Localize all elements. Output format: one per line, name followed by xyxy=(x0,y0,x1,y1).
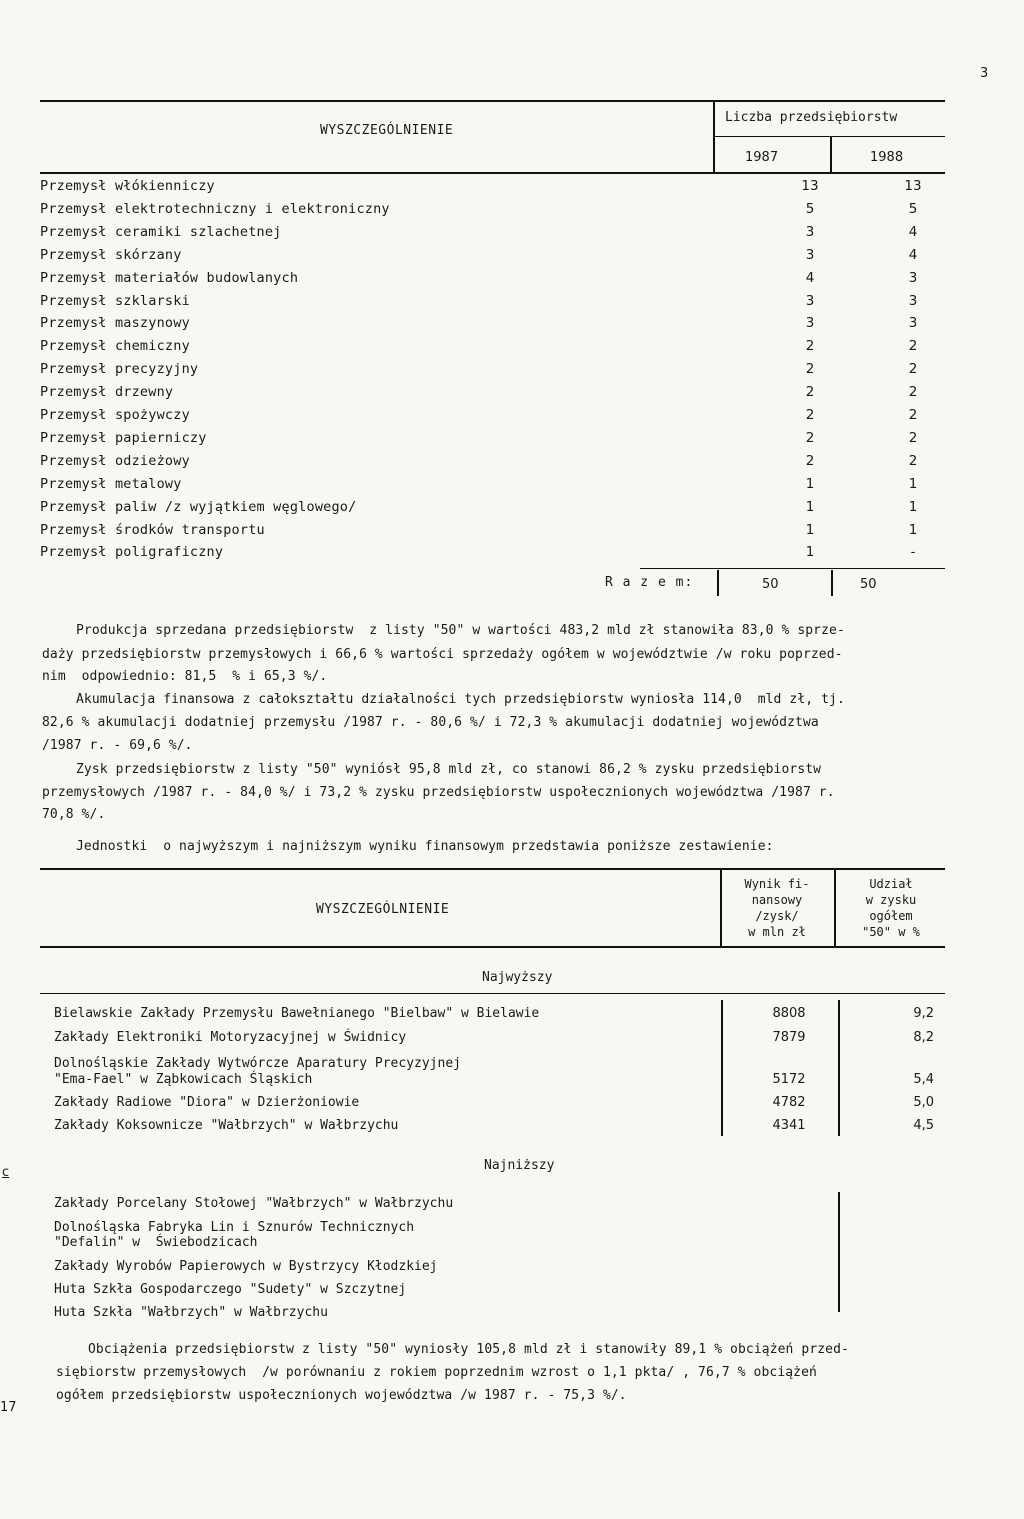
row-label: Przemysł precyzyjny xyxy=(40,361,199,378)
table2-col1-header-l2: nansowy xyxy=(751,893,803,907)
company-name-line: "Defalin" w Świebodzicach xyxy=(54,1235,258,1250)
value-1987: 2 xyxy=(805,429,815,446)
row-label: Przemysł chemiczny xyxy=(40,338,190,355)
table1-year-divider xyxy=(830,137,832,172)
table-row xyxy=(40,361,918,384)
value-1987: 3 xyxy=(805,292,815,309)
table2-col2-header xyxy=(836,876,946,940)
table-row xyxy=(54,1118,954,1140)
row-label: Przemysł elektrotechniczny i elektroniczny xyxy=(40,200,390,217)
table2-section-rule xyxy=(40,993,945,994)
table2-top-rule xyxy=(40,868,945,870)
paragraph-profit-l3: 70,8 %/. xyxy=(42,807,106,822)
financial-result: 5172 xyxy=(772,1072,806,1087)
company-name xyxy=(54,1118,398,1134)
table2-col1-header-l1: Wynik fi- xyxy=(744,877,810,891)
table-row xyxy=(40,544,916,567)
company-name xyxy=(54,1056,461,1088)
value-1987: 1 xyxy=(805,521,815,538)
value-1987: 13 xyxy=(801,178,819,194)
company-name xyxy=(54,1006,539,1022)
value-1987: 1 xyxy=(805,544,815,561)
row-label: Przemysł skórzany xyxy=(40,246,182,263)
table2-lowest-divider xyxy=(838,1192,840,1312)
company-name-line: "Ema-Fael" w Ząbkowicach Śląskich xyxy=(54,1072,313,1087)
table-row xyxy=(40,429,918,453)
paragraph-units-intro: Jednostki o najwyższym i najniższym wyniku finansowym przedstawia poniższe zestawienie: xyxy=(76,839,774,854)
profit-share: 5,0 xyxy=(913,1095,934,1110)
value-1988: 1 xyxy=(908,475,918,492)
value-1988: 2 xyxy=(908,452,918,469)
paragraph-burdens-l1: Obciążenia przedsiębiorstw z listy "50" wyniosły 105,8 mld zł i stanowiły 89,1 % obciążeń przed- xyxy=(88,1342,849,1357)
company-name-line: Dolnośląskie Zakłady Wytwórcze Aparatury Precyzyjnej xyxy=(54,1056,461,1071)
table-row xyxy=(54,1095,954,1117)
row-label: Przemysł paliw /z wyjątkiem węglowego/ xyxy=(40,498,357,515)
value-1988: 2 xyxy=(908,429,918,446)
company-name xyxy=(54,1095,359,1111)
row-label: Przemysł poligraficzny xyxy=(40,544,224,561)
table1-header-label: WYSZCZEGÓLNIENIE xyxy=(320,123,454,138)
value-1987: 3 xyxy=(805,246,815,263)
value-1987: 5 xyxy=(805,200,815,217)
page-number: 3 xyxy=(980,66,989,81)
value-1987: 1 xyxy=(805,475,815,492)
table2-col2-header-l3: ogółem xyxy=(869,909,913,923)
table2-lowest-label: Najniższy xyxy=(484,1158,555,1173)
value-1988: 13 xyxy=(904,178,922,194)
paragraph-production-l1: Produkcja sprzedana przedsiębiorstw z listy "50" w wartości 483,2 mld zł stanowiła 83,0 % sprze- xyxy=(76,623,845,638)
table-row xyxy=(40,452,918,476)
table-row xyxy=(54,1056,954,1087)
margin-mark-17: 17 xyxy=(0,1400,17,1415)
row-label: Przemysł środków transportu xyxy=(40,521,265,538)
table2-col2-header-l4: "50" w % xyxy=(862,925,920,939)
profit-share: 8,2 xyxy=(913,1030,934,1045)
value-1987: 3 xyxy=(805,223,815,240)
paragraph-burdens-l3: ogółem przedsiębiorstw uspołecznionych województwa /w 1987 r. - 75,3 %/. xyxy=(56,1388,627,1403)
list-item xyxy=(54,1196,453,1211)
value-1988: 2 xyxy=(908,361,918,378)
paragraph-accumulation-l1: Akumulacja finansowa z całokształtu działalności tych przedsiębiorstw wyniosła 114,0 mld zł, tj. xyxy=(76,692,845,707)
table-row xyxy=(40,178,922,201)
table-row xyxy=(40,200,918,224)
financial-result: 4341 xyxy=(772,1118,806,1133)
table-row xyxy=(40,498,918,522)
company-name-line: Zakłady Porcelany Stołowej "Wałbrzych" w Wałbrzychu xyxy=(54,1196,454,1211)
list-item xyxy=(54,1305,328,1320)
paragraph-profit-l2: przemysłowych /1987 r. - 84,0 %/ i 73,2 % zysku przedsiębiorstw uspołecznionych województwa /1987 r. xyxy=(42,785,835,800)
company-name xyxy=(54,1030,406,1046)
profit-share: 5,4 xyxy=(913,1072,934,1087)
table-row xyxy=(40,475,918,499)
value-1987: 2 xyxy=(805,384,815,401)
table1-total-1987: 50 xyxy=(762,577,779,592)
value-1987: 2 xyxy=(805,361,815,378)
list-item xyxy=(54,1282,406,1297)
table1-top-rule xyxy=(40,100,945,102)
table-row xyxy=(40,338,918,361)
value-1987: 3 xyxy=(805,315,815,332)
value-1988: 4 xyxy=(908,223,918,240)
value-1988: 2 xyxy=(908,407,918,423)
table2-header-rule xyxy=(40,946,945,948)
table2-col2-header-l1: Udział xyxy=(869,877,913,891)
profit-share: 4,5 xyxy=(913,1118,934,1133)
table1-total-divider-2 xyxy=(831,570,833,596)
financial-result: 8808 xyxy=(772,1006,806,1021)
value-1988: 2 xyxy=(908,384,918,401)
list-item xyxy=(54,1259,438,1274)
list-item xyxy=(54,1220,414,1250)
company-name-line: Dolnośląska Fabryka Lin i Sznurów Technicznych xyxy=(54,1220,415,1235)
company-name-line: Zakłady Wyrobów Papierowych w Bystrzycy Kłodzkiej xyxy=(54,1259,438,1274)
row-label: Przemysł drzewny xyxy=(40,384,174,401)
table-row xyxy=(40,315,918,338)
table2-header-label: WYSZCZEGÓLNIENIE xyxy=(316,902,450,917)
margin-mark-c: c xyxy=(2,1165,10,1180)
paragraph-profit-l1: Zysk przedsiębiorstw z listy "50" wyniósł 95,8 mld zł, co stanowi 86,2 % zysku przedsiębiorstw xyxy=(76,762,822,777)
company-name-line: Huta Szkła "Wałbrzych" w Wałbrzychu xyxy=(54,1305,328,1320)
table-row xyxy=(40,292,918,316)
table-row xyxy=(40,407,918,430)
value-1987: 2 xyxy=(805,407,815,423)
table-row xyxy=(40,521,918,545)
table1-col-divider xyxy=(713,102,715,172)
row-label: Przemysł szklarski xyxy=(40,292,190,309)
value-1988: 4 xyxy=(908,246,918,263)
row-label: Przemysł włókienniczy xyxy=(40,178,215,194)
table1-total-label: R a z e m: xyxy=(605,575,694,590)
value-1988: 3 xyxy=(908,269,918,286)
value-1988: 1 xyxy=(908,498,918,515)
value-1988: 3 xyxy=(908,292,918,309)
value-1988: 3 xyxy=(908,315,918,332)
row-label: Przemysł materiałów budowlanych xyxy=(40,269,299,286)
value-1987: 2 xyxy=(805,338,815,355)
table-row xyxy=(40,269,918,293)
paragraph-accumulation-l3: /1987 r. - 69,6 %/. xyxy=(42,738,193,753)
table1-total-divider xyxy=(717,570,719,596)
row-label: Przemysł ceramiki szlachetnej xyxy=(40,223,282,240)
table-row xyxy=(40,384,918,407)
company-name-line: Bielawskie Zakłady Przemysłu Bawełnianego "Bielbaw" w Bielawie xyxy=(54,1006,540,1021)
row-label: Przemysł spożywczy xyxy=(40,407,190,423)
table1-total-rule xyxy=(640,568,945,569)
table2-col1-header-l4: w mln zł xyxy=(748,925,806,939)
value-1987: 4 xyxy=(805,269,815,286)
table2-col1-header xyxy=(722,876,832,940)
table1-header-subrule xyxy=(713,136,945,137)
row-label: Przemysł maszynowy xyxy=(40,315,190,332)
table1-header-rule xyxy=(40,172,945,174)
table1-year-1988: 1988 xyxy=(870,150,904,165)
table-row xyxy=(54,1030,954,1052)
table-row xyxy=(40,246,918,270)
company-name-line: Zakłady Koksownicze "Wałbrzych" w Wałbrzychu xyxy=(54,1118,399,1133)
table2-col2-header-l2: w zysku xyxy=(865,893,917,907)
row-label: Przemysł metalowy xyxy=(40,475,182,492)
row-label: Przemysł papierniczy xyxy=(40,429,207,446)
value-1988: - xyxy=(910,544,916,561)
table-row xyxy=(54,1006,954,1028)
value-1988: 2 xyxy=(908,338,918,355)
value-1987: 1 xyxy=(805,498,815,515)
paragraph-accumulation-l2: 82,6 % akumulacji dodatniej przemysłu /1987 r. - 80,6 %/ i 72,3 % akumulacji dodatniej województwa xyxy=(42,715,819,730)
financial-result: 7879 xyxy=(772,1030,806,1045)
company-name-line: Zakłady Elektroniki Motoryzacyjnej w Świdnicy xyxy=(54,1030,407,1045)
value-1987: 2 xyxy=(805,452,815,469)
profit-share: 9,2 xyxy=(913,1006,934,1021)
company-name-line: Huta Szkła Gospodarczego "Sudety" w Szczytnej xyxy=(54,1282,407,1297)
paragraph-production-l2: daży przedsiębiorstw przemysłowych i 66,6 % wartości sprzedaży ogółem w województwie /w roku poprzed- xyxy=(42,647,843,662)
value-1988: 5 xyxy=(908,200,918,217)
row-label: Przemysł odzieżowy xyxy=(40,452,190,469)
paragraph-production-l3: nim odpowiednio: 81,5 % i 65,3 %/. xyxy=(42,669,328,684)
financial-result: 4782 xyxy=(772,1095,806,1110)
value-1988: 1 xyxy=(908,521,918,538)
table-row xyxy=(40,223,918,247)
paragraph-burdens-l2: siębiorstw przemysłowych /w porównaniu z rokiem poprzednim wzrost o 1,1 pkta/ , 76,7 % obciążeń xyxy=(56,1365,817,1380)
table1-header-group: Liczba przedsiębiorstw xyxy=(725,110,898,125)
company-name-line: Zakłady Radiowe "Diora" w Dzierżoniowie xyxy=(54,1095,360,1110)
table1-year-1987: 1987 xyxy=(745,150,779,165)
table2-highest-label: Najwyższy xyxy=(482,970,553,985)
table2-col1-header-l3: /zysk/ xyxy=(755,909,799,923)
table1-total-1988: 50 xyxy=(860,577,877,592)
